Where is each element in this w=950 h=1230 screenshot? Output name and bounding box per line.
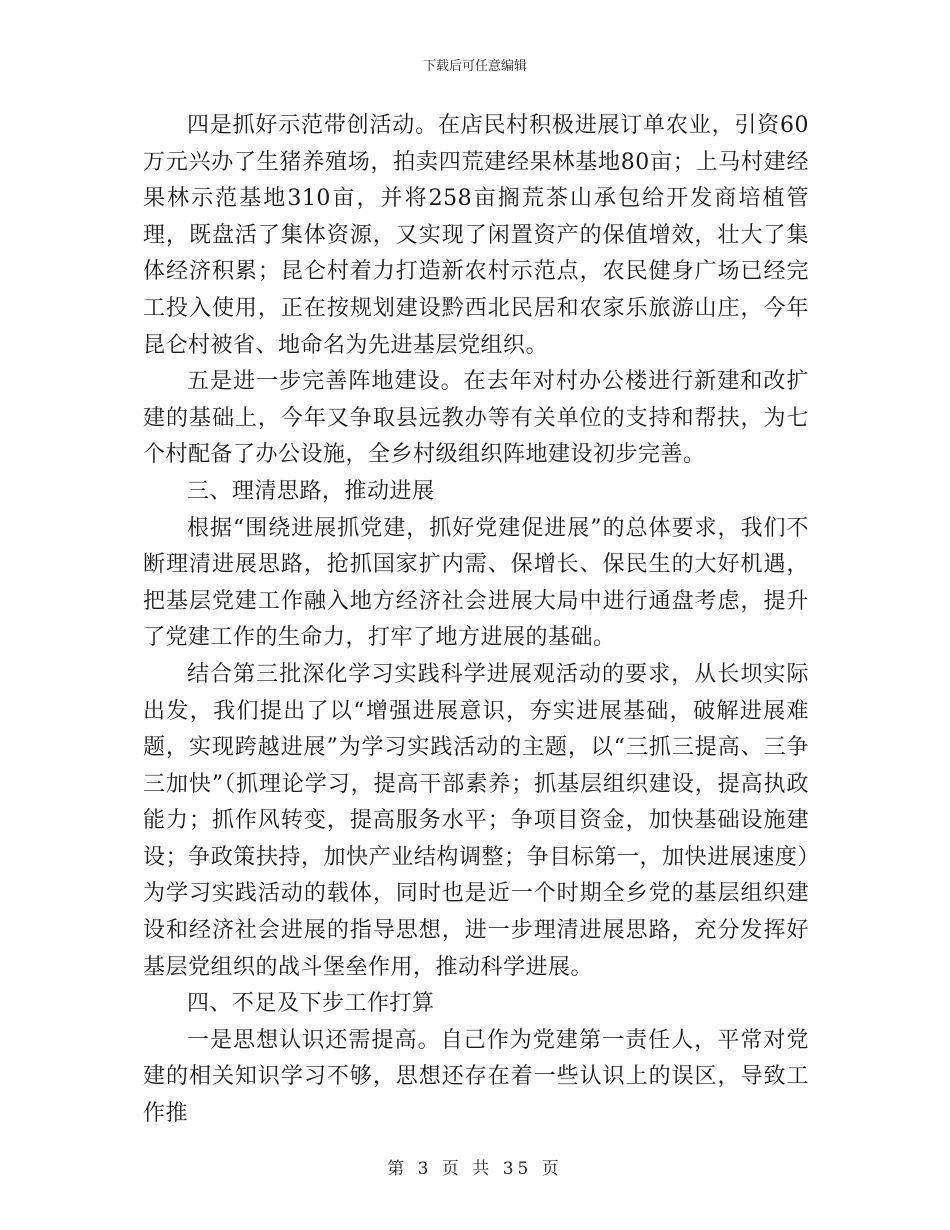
header-note: 下载后可任意编辑 xyxy=(422,59,527,74)
paragraph-overall-requirement: 根据“围绕进展抓党建，抓好党建促进展”的总体要求，我们不断理清进展思路，抢抓国家扩内需、保增长、保民生的大好机遇，把基层党建工作融入地方经济社会进展大局中进行通盘考虑，提升了党建工作的生命力，打牢了地方进展的基础。 xyxy=(143,515,809,651)
section-heading-4: 四、不足及下步工作打算 xyxy=(187,991,435,1017)
document-body xyxy=(143,108,809,1133)
paragraph-position-construction: 五是进一步完善阵地建设。在去年对村办公楼进行新建和改扩建的基础上，今年又争取县远教办等有关单位的支持和帮扶，为七个村配备了办公设施，全乡村级组织阵地建设初步完善。 xyxy=(143,369,809,468)
paragraph-thinking-awareness: 一是思想认识还需提高。自己作为党建第一责任人，平常对党建的相关知识学习不够，思想还存在着一些认识上的误区，导致工作推 xyxy=(143,1027,809,1127)
section-heading-3: 三、理清思路，推动进展 xyxy=(187,478,435,504)
paragraph-demonstration-activity: 四是抓好示范带创活动。在店民村积极进展订单农业，引资60万元兴办了生猪养殖场，拍卖四荒建经果林基地80亩；上马村建经果林示范基地310亩，并将258亩搁荒茶山承包给开发商培植管理，既盘活了集体资源，又实现了闲置资产的保值增效，壮大了集体经济积累；昆仑村着力打造新农村示范点，农民健身广场已经完工投入使用，正在按规划建设黔西北民居和农家乐旅游山庄，今年昆仑村被省、地命名为先进基层党组织。 xyxy=(143,113,809,358)
page-number: 第 3 页 共 35 页 xyxy=(387,1159,563,1179)
paragraph-practice-activity: 结合第三批深化学习实践科学进展观活动的要求，从长坝实际出发，我们提出了以“增强进展意识，夯实进展基础，破解进展难题，实现跨越进展”为学习实践活动的主题，以“三抓三提高、三争三加快”（抓理论学习，提高干部素养；抓基层组织建设，提高执政能力；抓作风转变，提高服务水平；争项目资金，加快基础设施建设；争政策扶持，加快产业结构调整；争目标第一，加快进展速度）为学习实践活动的载体，同时也是近一个时期全乡党的基层组织建设和经济社会进展的指导思想，进一步理清进展思路，充分发挥好基层党组织的战斗堡垒作用，推动科学进展。 xyxy=(143,661,809,980)
